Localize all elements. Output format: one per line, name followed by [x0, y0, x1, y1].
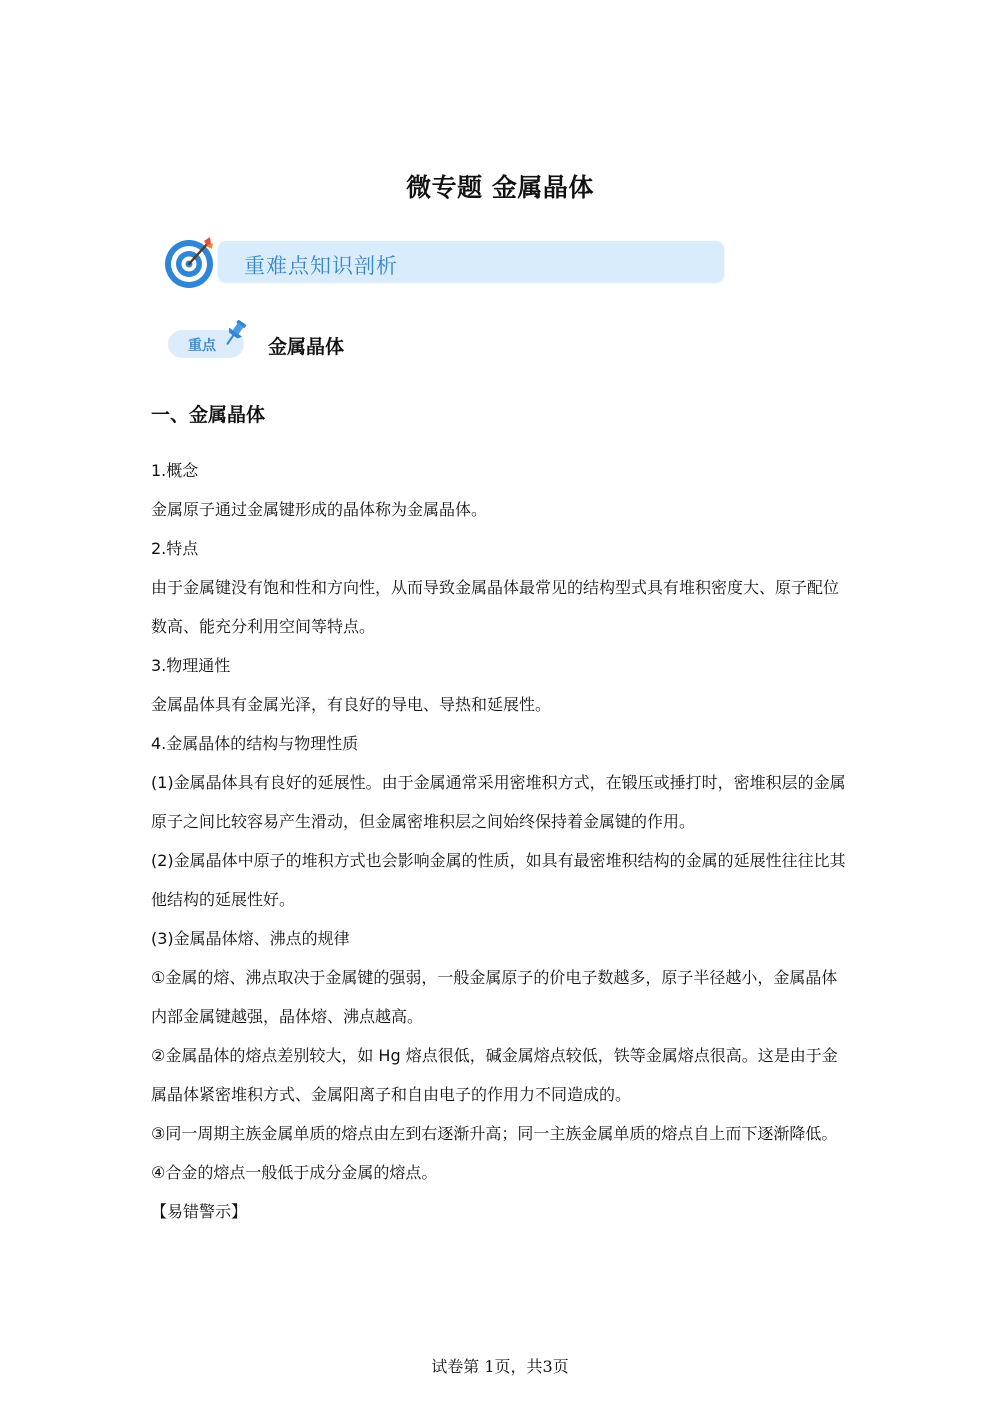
keypoint-badge-label: 重点 [188, 338, 216, 354]
paragraph: 3.物理通性 [151, 656, 231, 675]
paragraph: ③同一周期主族金属单质的熔点由左到右逐渐升高；同一主族金属单质的熔点自上而下逐渐降低。 [151, 1124, 838, 1143]
keypoint-row [168, 318, 468, 362]
paragraph: ①金属的熔、沸点取决于金属键的强弱，一般金属原子的价电子数越多，原子半径越小，金属晶体内部金属键越强，晶体熔、沸点越高。 [151, 968, 838, 1026]
paragraph: 金属原子通过金属键形成的晶体称为金属晶体。 [151, 500, 488, 519]
paragraph: 1.概念 [151, 461, 199, 480]
paragraph: (2)金属晶体中原子的堆积方式也会影响金属的性质，如具有最密堆积结构的金属的延展性往往比其他结构的延展性好。 [151, 851, 846, 909]
section-banner [162, 235, 727, 291]
paragraph: ②金属晶体的熔点差别较大，如 Hg 熔点很低，碱金属熔点较低，铁等金属熔点很高。这是由于金属晶体紧密堆积方式、金属阳离子和自由电子的作用力不同造成的。 [151, 1046, 838, 1104]
paragraph: 4.金属晶体的结构与物理性质 [151, 734, 359, 753]
paragraph: 由于金属键没有饱和性和方向性，从而导致金属晶体最常见的结构型式具有堆积密度大、原子配位数高、能充分利用空间等特点。 [151, 578, 840, 636]
paragraph: ④合金的熔点一般低于成分金属的熔点。 [151, 1163, 438, 1182]
document-body [151, 451, 851, 1231]
paragraph: 【易错警示】 [151, 1202, 248, 1221]
keypoint-title: 金属晶体 [268, 336, 345, 358]
paragraph: 金属晶体具有金属光泽，有良好的导电、导热和延展性。 [151, 695, 552, 714]
paragraph: 2.特点 [151, 539, 199, 558]
page-footer: 试卷第 1页，共3页 [431, 1357, 569, 1376]
banner-label: 重难点知识剖析 [244, 254, 398, 278]
paragraph: (3)金属晶体熔、沸点的规律 [151, 929, 350, 948]
pushpin-icon [220, 318, 250, 348]
section-heading: 一、金属晶体 [151, 404, 266, 426]
document-title: 微专题 金属晶体 [406, 173, 594, 202]
target-icon [162, 235, 220, 291]
paragraph: (1)金属晶体具有良好的延展性。由于金属通常采用密堆积方式，在锻压或捶打时，密堆积层的金属原子之间比较容易产生滑动，但金属密堆积层之间始终保持着金属键的作用。 [151, 773, 846, 831]
